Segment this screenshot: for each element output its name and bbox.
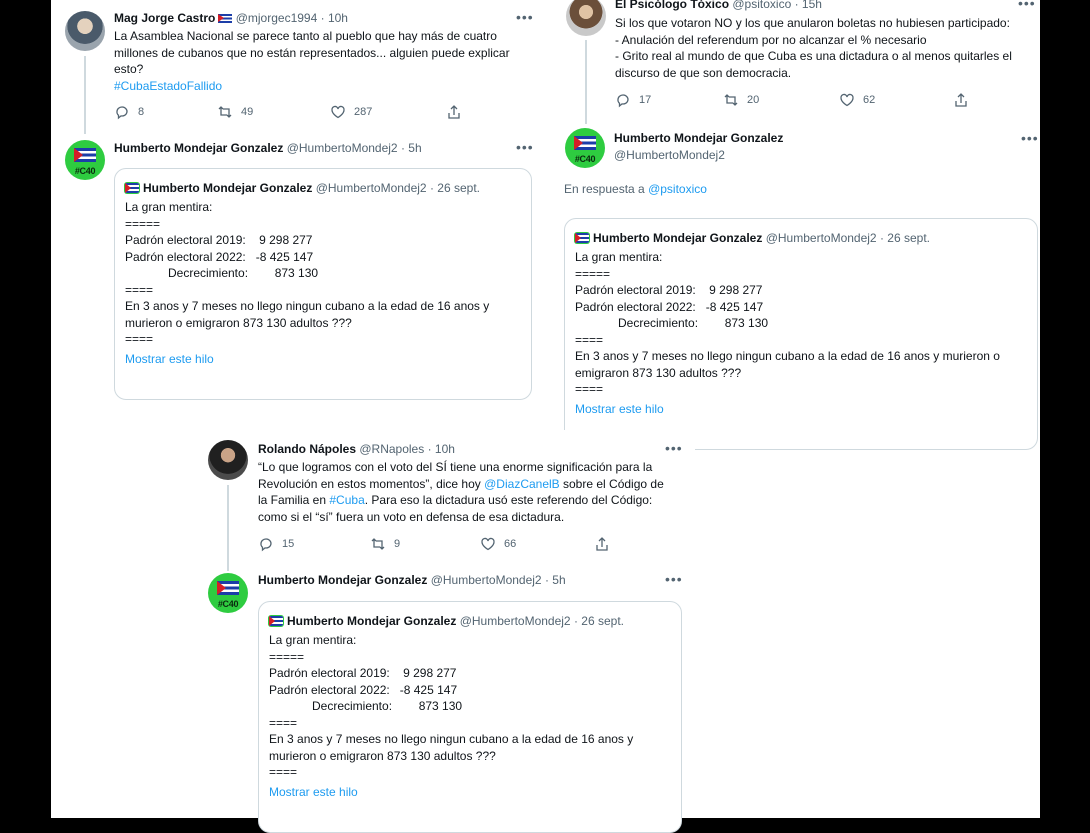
quote-line: En 3 anos y 7 meses no llego ningun cubano a la edad de 16 anos y [269,732,634,746]
avatar-c40[interactable] [565,128,605,168]
more-options-icon[interactable]: ••• [516,139,534,155]
cuba-flag-icon [74,148,96,162]
in-reply-link[interactable]: @psitoxico [648,182,707,196]
quote-line: ===== [269,649,305,664]
reply-icon [114,104,130,120]
share-button[interactable] [953,92,969,109]
reply-header [258,572,566,589]
quote-author-name: Humberto Mondejar Gonzalez [287,614,457,628]
tweet-header [114,10,348,27]
quote-time: · 26 sept. [573,614,624,628]
c40-mini-avatar-icon [269,616,283,626]
author-handle[interactable]: @RNapoles [359,442,425,456]
more-options-icon[interactable]: ••• [665,571,683,587]
quote-header [575,230,930,247]
quote-line: Padrón electoral 2019: 9 298 277 [575,283,763,297]
thread-line [227,485,229,571]
reply-header [114,140,422,157]
like-button[interactable] [839,92,953,109]
tweet-text-fragment: sobre el Código de [559,476,664,491]
like-button[interactable] [480,536,594,553]
tweet-line: La Asamblea Nacional se parece tanto al pueblo que hay más de cuatro [114,29,497,43]
reply-header [614,130,783,147]
tweet-line: millones de cubanos que no están representados... alguien puede explicar [114,45,510,60]
heart-icon [480,536,496,552]
like-count: 287 [354,106,373,118]
avatar-c40[interactable] [65,140,105,180]
quote-author-handle: @HumbertoMondej2 [315,181,427,195]
tweet-line: discurso de que son democracia. [615,65,792,80]
c40-mini-avatar-icon [125,183,139,193]
share-icon [446,104,462,120]
quote-header [125,180,480,197]
author-handle[interactable]: @HumbertoMondej2 [286,141,398,155]
tweet-header [258,441,455,458]
author-name[interactable]: El Psicólogo Tóxico [615,0,730,11]
quoted-tweet[interactable] [258,601,682,833]
tweet-actions [615,92,969,109]
tweet-text [114,28,510,94]
in-reply-label: En respuesta a [564,182,645,196]
retweet-count: 49 [241,106,254,118]
hashtag-link[interactable]: #Cuba [329,493,365,507]
show-thread-link[interactable]: Mostrar este hilo [125,351,214,366]
author-name[interactable]: Mag Jorge Castro [114,11,216,25]
reply-button[interactable] [615,92,723,109]
panel-mag-jorge-castro [51,0,543,380]
quote-line: emigraron 873 130 adultos ??? [575,365,742,380]
quote-text [125,199,489,367]
in-reply-to [564,181,707,198]
author-handle[interactable]: @HumbertoMondej2 [614,148,725,162]
quote-line: ===== [575,266,611,281]
tweet-line: “Lo que logramos con el voto del SÍ tiene una enorme significación para la [258,460,653,474]
quote-line: ==== [125,332,154,346]
author-name[interactable]: Rolando Nápoles [258,442,357,456]
tweet-line: esto? [114,62,144,76]
avatar-c40[interactable] [208,573,248,613]
thread-line [585,40,587,124]
hashtag-link[interactable]: #CubaEstadoFallido [114,78,223,93]
heart-icon [839,92,855,108]
tweet-time[interactable]: · 15h [794,0,822,11]
c40-mini-avatar-icon [575,233,589,243]
tweet-time[interactable]: · 10h [320,11,348,25]
tweet-header [615,0,822,13]
quote-line: ==== [575,332,604,347]
quote-line: ===== [125,216,161,231]
reply-button[interactable] [258,536,370,553]
panel-rolando-napoles [199,430,695,818]
quote-line: ==== [125,282,154,297]
share-button[interactable] [446,104,462,121]
like-count: 66 [504,538,517,550]
author-name[interactable]: Humberto Mondejar Gonzalez [614,131,784,145]
reply-count: 17 [639,94,652,106]
quote-line: ==== [269,715,298,730]
quote-header [269,613,624,630]
retweet-button[interactable] [723,92,839,109]
c40-label: #C40 [74,166,96,176]
quote-line: murieron o emigraron 873 130 adultos ??? [269,748,496,763]
tweet-line: - Anulación del referendum por no alcanzar el % necesario [615,32,927,47]
reply-button[interactable] [114,104,217,121]
tweet-text-fragment: . Para eso la dictadura usó este referendo del Código: [364,493,653,507]
tweet-line [258,476,664,493]
author-handle[interactable]: @HumbertoMondej2 [430,573,542,587]
quote-author-name: Humberto Mondejar Gonzalez [593,231,763,245]
tweet-line: como si el “sí” fuera un voto en defensa de esa dictadura. [258,509,565,524]
tweet-line [258,492,664,509]
quote-line: Padrón electoral 2019: 9 298 277 [269,666,457,680]
quote-line: La gran mentira: [269,633,357,647]
quote-time: · 26 sept. [429,181,480,195]
cuba-flag-icon [574,136,596,150]
quote-text [575,249,1000,417]
tweet-actions [114,104,462,121]
quoted-tweet[interactable] [114,168,532,400]
more-options-icon[interactable]: ••• [665,440,683,456]
retweet-count: 9 [394,538,401,550]
avatar[interactable] [208,440,248,480]
reply-count: 8 [138,106,145,118]
share-button[interactable] [594,536,610,553]
cuba-flag-icon [218,14,232,23]
avatar[interactable] [65,11,105,51]
retweet-icon [723,92,739,108]
tweet-time[interactable]: · 10h [427,442,455,456]
quote-line: En 3 anos y 7 meses no llego ningun cubano a la edad de 16 anos y [125,299,490,313]
quote-author-name: Humberto Mondejar Gonzalez [143,181,313,195]
like-button[interactable] [330,104,446,121]
quote-line: Decrecimiento: 873 130 [618,316,769,330]
reply-count: 15 [282,538,295,550]
tweet-actions [258,536,610,553]
c40-label: #C40 [574,154,596,164]
tweet-time[interactable]: · 5h [400,141,422,155]
panel-psicologo-toxico [556,0,1040,432]
quote-line: Decrecimiento: 873 130 [168,266,319,280]
quote-time: · 26 sept. [879,231,930,245]
quote-author-handle: @HumbertoMondej2 [765,231,877,245]
tweet-time[interactable]: · 5h [544,573,566,587]
author-handle[interactable]: @psitoxico [732,0,792,11]
tweet-text [615,15,1012,81]
avatar[interactable] [566,0,606,36]
author-name[interactable]: Humberto Mondejar Gonzalez [114,141,284,155]
quote-line: Padrón electoral 2019: 9 298 277 [125,233,313,247]
retweet-icon [370,536,386,552]
quote-line: ==== [575,382,604,396]
tweet-text [258,459,664,525]
tweet-line: - Grito real al mundo de que Cuba es una dictadura o al menos quitarles el [615,49,1012,63]
retweet-button[interactable] [217,104,330,121]
retweet-icon [217,104,233,120]
quote-line: Padrón electoral 2022: -8 425 147 [575,299,764,314]
quote-line: En 3 anos y 7 meses no llego ningun cubano a la edad de 16 anos y murieron o [575,349,1000,363]
tweet-line: Si los que votaron NO y los que anularon boletas no hubiesen participado: [615,16,1010,30]
quote-line: murieron o emigraron 873 130 adultos ??? [125,315,352,330]
share-icon [594,536,610,552]
mention-link[interactable]: @DiazCanelB [484,476,560,491]
retweet-button[interactable] [370,536,480,553]
thread-line [84,56,86,134]
share-icon [953,92,969,108]
like-count: 62 [863,94,876,106]
reply-icon [258,536,274,552]
reply-icon [615,92,631,108]
quote-line: La gran mentira: [575,250,663,264]
show-thread-link[interactable]: Mostrar este hilo [575,401,664,416]
author-name[interactable]: Humberto Mondejar Gonzalez [258,573,428,587]
author-handle[interactable]: @mjorgec1994 [235,11,318,25]
heart-icon [330,104,346,120]
quote-line: Padrón electoral 2022: -8 425 147 [269,682,458,697]
quote-line: Decrecimiento: 873 130 [312,699,463,713]
more-options-icon[interactable]: ••• [516,9,534,25]
more-options-icon[interactable]: ••• [1018,0,1036,11]
more-options-icon[interactable]: ••• [1021,130,1039,146]
quote-line: Padrón electoral 2022: -8 425 147 [125,249,314,264]
c40-label: #C40 [217,599,239,609]
retweet-count: 20 [747,94,760,106]
quote-line: ==== [269,765,298,779]
quoted-tweet[interactable] [564,218,1038,450]
show-thread-link[interactable]: Mostrar este hilo [269,784,358,799]
tweet-text-fragment: la Familia en [258,493,330,507]
quote-author-handle: @HumbertoMondej2 [459,614,571,628]
tweet-text-fragment: Revolución en estos momentos”, dice hoy [258,476,485,491]
quote-text [269,632,633,800]
cuba-flag-icon [217,581,239,595]
quote-line: La gran mentira: [125,200,213,214]
